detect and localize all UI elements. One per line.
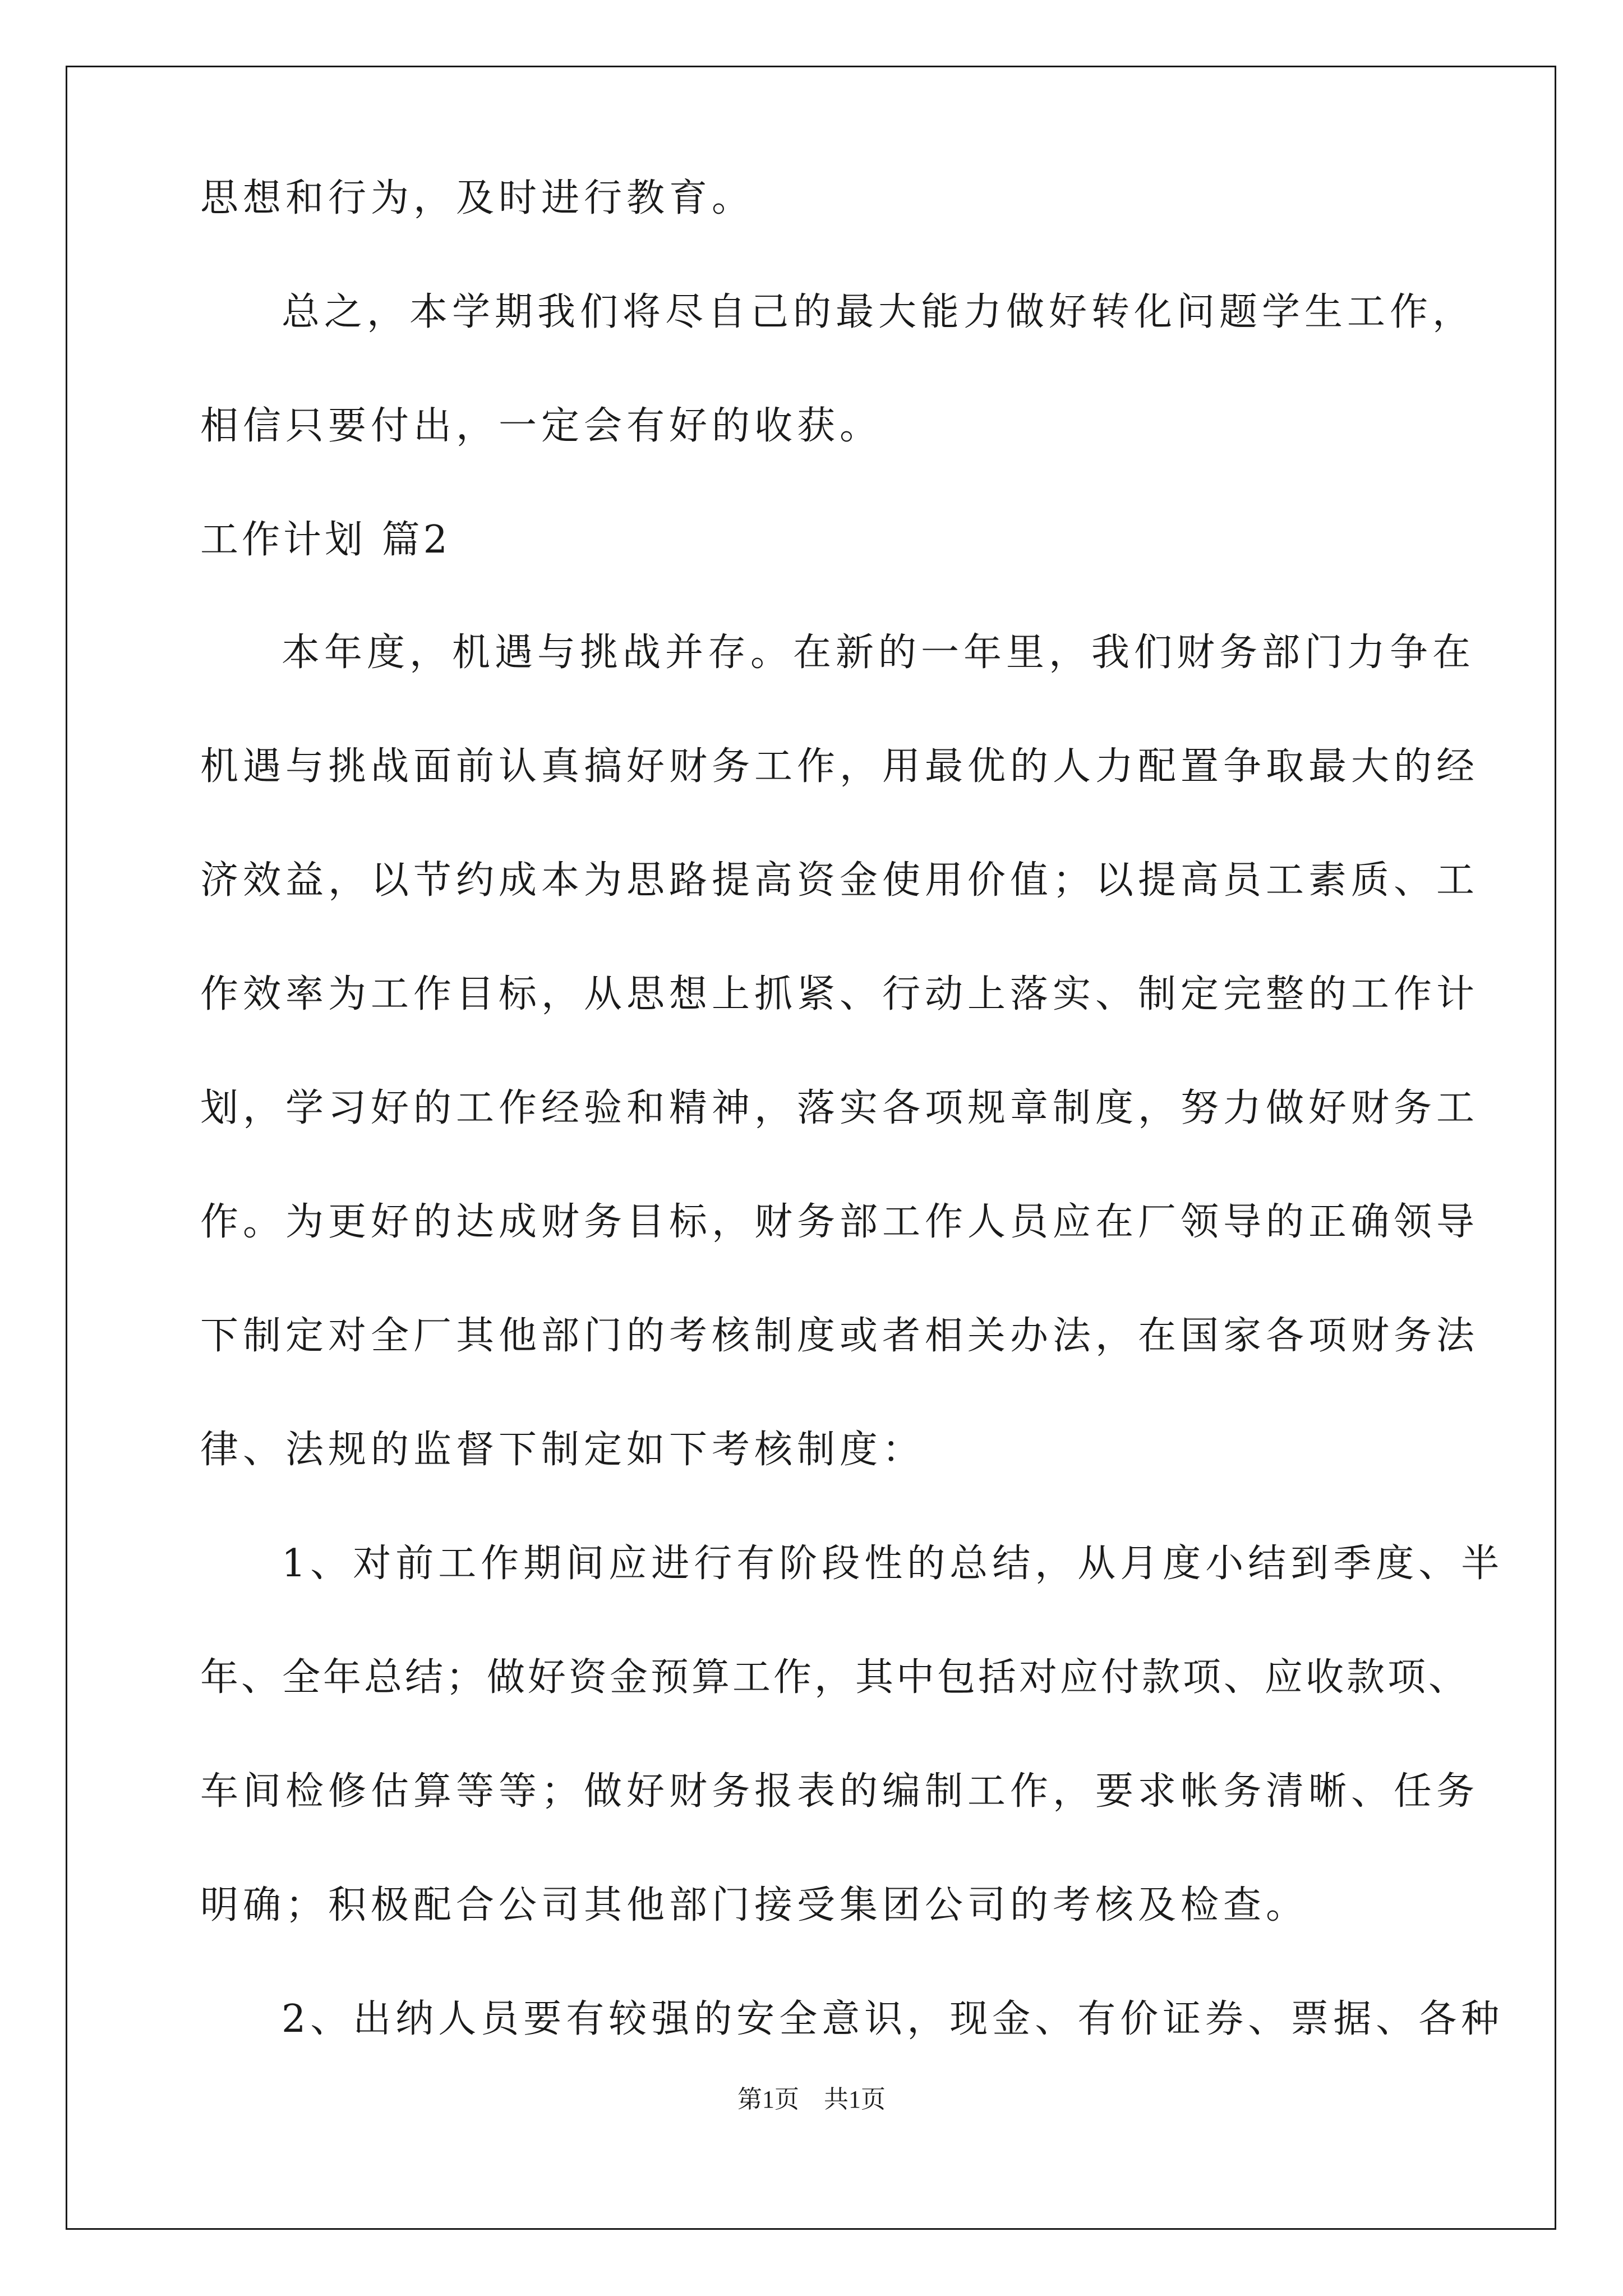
text-line: 机遇与挑战面前认真搞好财务工作，用最优的人力配置争取最大的经 [200,744,1479,789]
text-line: 思想和行为，及时进行教育。 [200,176,755,220]
text-line: 律、法规的监督下制定如下考核制度： [200,1428,925,1472]
text-line: 相信只要付出，一定会有好的收获。 [200,404,883,448]
text-line: 2、出纳人员要有较强的安全意识，现金、有价证券、票据、各种 [282,1997,1504,2041]
text-line: 本年度，机遇与挑战并存。在新的一年里，我们财务部门力争在 [282,631,1476,675]
page-number: 第1页 [737,2086,799,2113]
text-line: 总之，本学期我们将尽自己的最大能力做好转化问题学生工作， [282,290,1476,334]
section-heading: 工作计划 篇2 [200,518,451,562]
text-line: 下制定对全厂其他部门的考核制度或者相关办法，在国家各项财务法 [200,1314,1479,1358]
text-line: 作。为更好的达成财务目标，财务部工作人员应在厂领导的正确领导 [200,1200,1479,1244]
text-line: 明确；积极配合公司其他部门接受集团公司的考核及检查。 [200,1883,1309,1927]
text-line: 划，学习好的工作经验和精神，落实各项规章制度，努力做好财务工 [200,1086,1479,1130]
page-total: 共1页 [824,2086,886,2113]
text-line: 车间检修估算等等；做好财务报表的编制工作，要求帐务清晰、任务 [200,1769,1479,1814]
text-line: 作效率为工作目标，从思想上抓紧、行动上落实、制定完整的工作计 [200,972,1479,1016]
text-line: 年、全年总结；做好资金预算工作，其中包括对应付款项、应收款项、 [200,1655,1470,1700]
text-line: 1、对前工作期间应进行有阶段性的总结，从月度小结到季度、半 [282,1542,1504,1586]
text-line: 济效益，以节约成本为思路提高资金使用价值；以提高员工素质、工 [200,858,1479,903]
page-footer [0,2079,1623,2115]
